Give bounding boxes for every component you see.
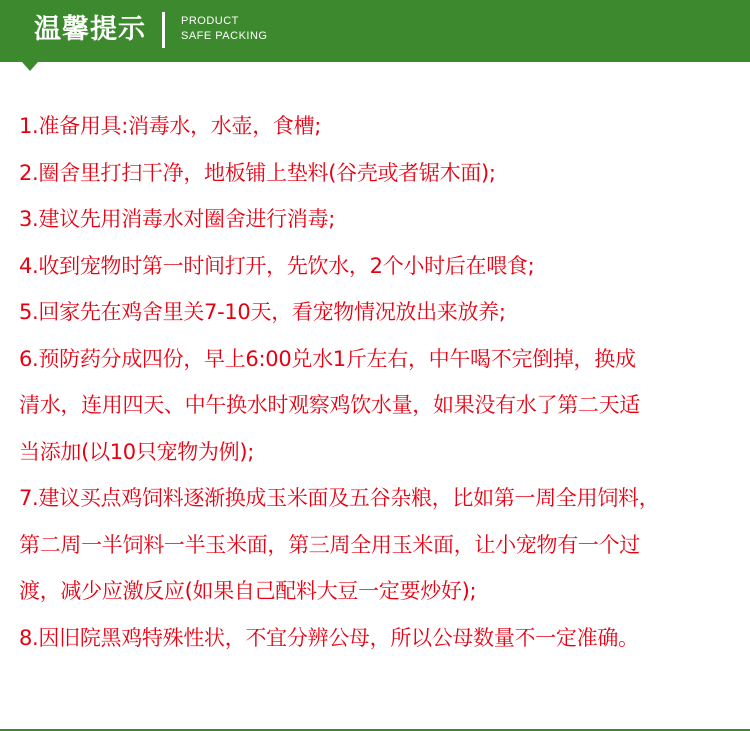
tip-line-3: 3.建议先用消毒水对圈舍进行消毒; bbox=[19, 207, 336, 231]
tip-line-9: 7.建议买点鸡饲料逐渐换成玉米面及五谷杂粮，比如第一周全用饲料， bbox=[19, 486, 660, 510]
tip-line-5: 5.回家先在鸡舍里关7-10天，看宠物情况放出来放养; bbox=[19, 300, 506, 324]
header-title: 温馨提示 bbox=[34, 14, 146, 45]
tips-list bbox=[19, 103, 747, 661]
tip-line-4: 4.收到宠物时第一时间打开，先饮水，2个小时后在喂食; bbox=[19, 253, 535, 278]
tip-line-1: 1.准备用具:消毒水，水壶，食槽; bbox=[19, 114, 322, 138]
tip-line-6: 6.预防药分成四份，早上6:00兑水1斤左右，中午喝不完倒掉，换成 bbox=[19, 346, 636, 371]
header-subtitle-line1: PRODUCT bbox=[181, 15, 239, 27]
tip-line-8: 当添加(以10只宠物为例); bbox=[19, 439, 254, 464]
header-divider bbox=[162, 12, 165, 48]
tip-line-10: 第二周一半饲料一半玉米面，第三周全用玉米面，让小宠物有一个过 bbox=[19, 532, 640, 557]
tip-line-12: 8.因旧院黑鸡特殊性状，不宜分辨公母，所以公母数量不一定准确。 bbox=[19, 625, 639, 650]
header-subtitle-line2: SAFE PACKING bbox=[181, 30, 268, 42]
header-notch bbox=[22, 62, 38, 71]
tip-line-2: 2.圈舍里打扫干净，地板铺上垫料(谷壳或者锯木面); bbox=[19, 160, 496, 185]
header-subtitle bbox=[181, 14, 267, 44]
tip-line-11: 渡，减少应激反应(如果自己配料大豆一定要炒好); bbox=[19, 579, 477, 603]
header-banner bbox=[0, 0, 750, 62]
tip-line-7: 清水，连用四天、中午换水时观察鸡饮水量，如果没有水了第二天适 bbox=[19, 393, 640, 417]
